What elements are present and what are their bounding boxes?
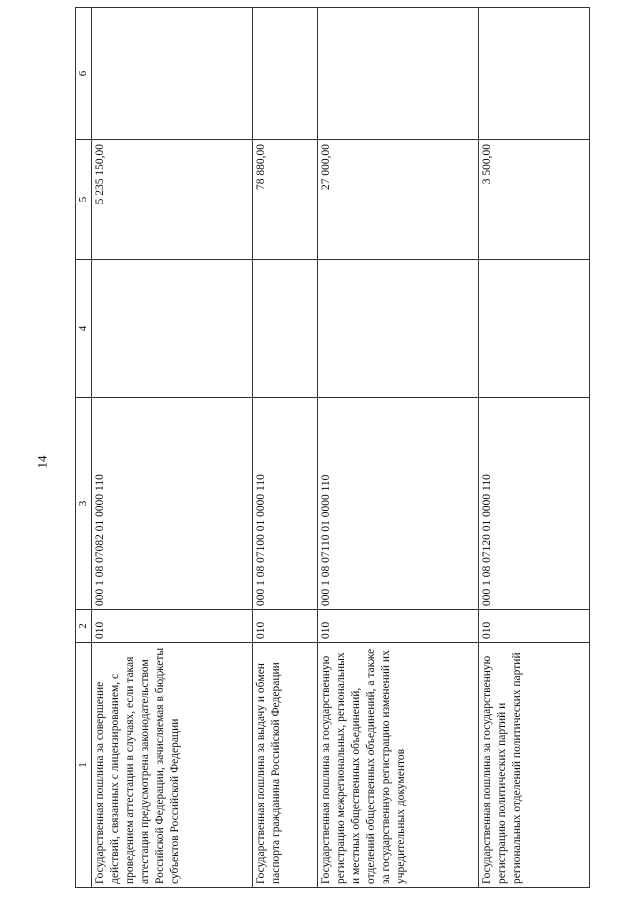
table-row — [318, 8, 479, 888]
header-row — [76, 8, 92, 888]
column-6-cell — [479, 8, 590, 140]
rotated-table-container — [75, 8, 640, 888]
column-header-6: 6 — [76, 8, 92, 140]
column-header-1: 1 — [76, 643, 92, 888]
table-row — [92, 8, 253, 888]
kbk-code-cell: 000 1 08 07100 01 0000 110 — [253, 398, 318, 610]
line-code-cell: 010 — [253, 610, 318, 643]
kbk-code-cell: 000 1 08 07082 01 0000 110 — [92, 398, 253, 610]
amount-cell: 3 500,00 — [479, 140, 590, 260]
column-4-cell — [92, 260, 253, 398]
row-name-cell: Государственная пошлина за государственную регистрацию межрегиональных, региональных и местных общественных объединений, отделений общественных объединений, а также за государственную регистрацию изменений их учредительных документов — [318, 643, 479, 888]
table-row — [253, 8, 318, 888]
kbk-code-cell: 000 1 08 07120 01 0000 110 — [479, 398, 590, 610]
column-4-cell — [479, 260, 590, 398]
table-row — [479, 8, 590, 888]
row-name-cell: Государственная пошлина за совершение действий, связанных с лицензированием, с проведением аттестации в случаях, если такая аттестация предусмотрена законодательством Российской Федерации, зачисляемая в бюджеты субъектов Российской Федерации — [92, 643, 253, 888]
amount-cell: 5 235 150,00 — [92, 140, 253, 260]
page-number: 14 — [34, 455, 50, 469]
column-header-3: 3 — [76, 398, 92, 610]
amount-cell: 27 000,00 — [318, 140, 479, 260]
revenue-table — [75, 7, 590, 888]
column-header-5: 5 — [76, 140, 92, 260]
line-code-cell: 010 — [92, 610, 253, 643]
line-code-cell: 010 — [318, 610, 479, 643]
column-header-4: 4 — [76, 260, 92, 398]
column-6-cell — [318, 8, 479, 140]
column-6-cell — [92, 8, 253, 140]
column-header-2: 2 — [76, 610, 92, 643]
row-name-cell: Государственная пошлина за выдачу и обмен паспорта гражданина Российской Федерации — [253, 643, 318, 888]
row-name-cell: Государственная пошлина за государственную регистрацию политических партий и региональных отделений политических партий — [479, 643, 590, 888]
column-6-cell — [253, 8, 318, 140]
column-4-cell — [253, 260, 318, 398]
column-4-cell — [318, 260, 479, 398]
amount-cell: 78 880,00 — [253, 140, 318, 260]
kbk-code-cell: 000 1 08 07110 01 0000 110 — [318, 398, 479, 610]
line-code-cell: 010 — [479, 610, 590, 643]
